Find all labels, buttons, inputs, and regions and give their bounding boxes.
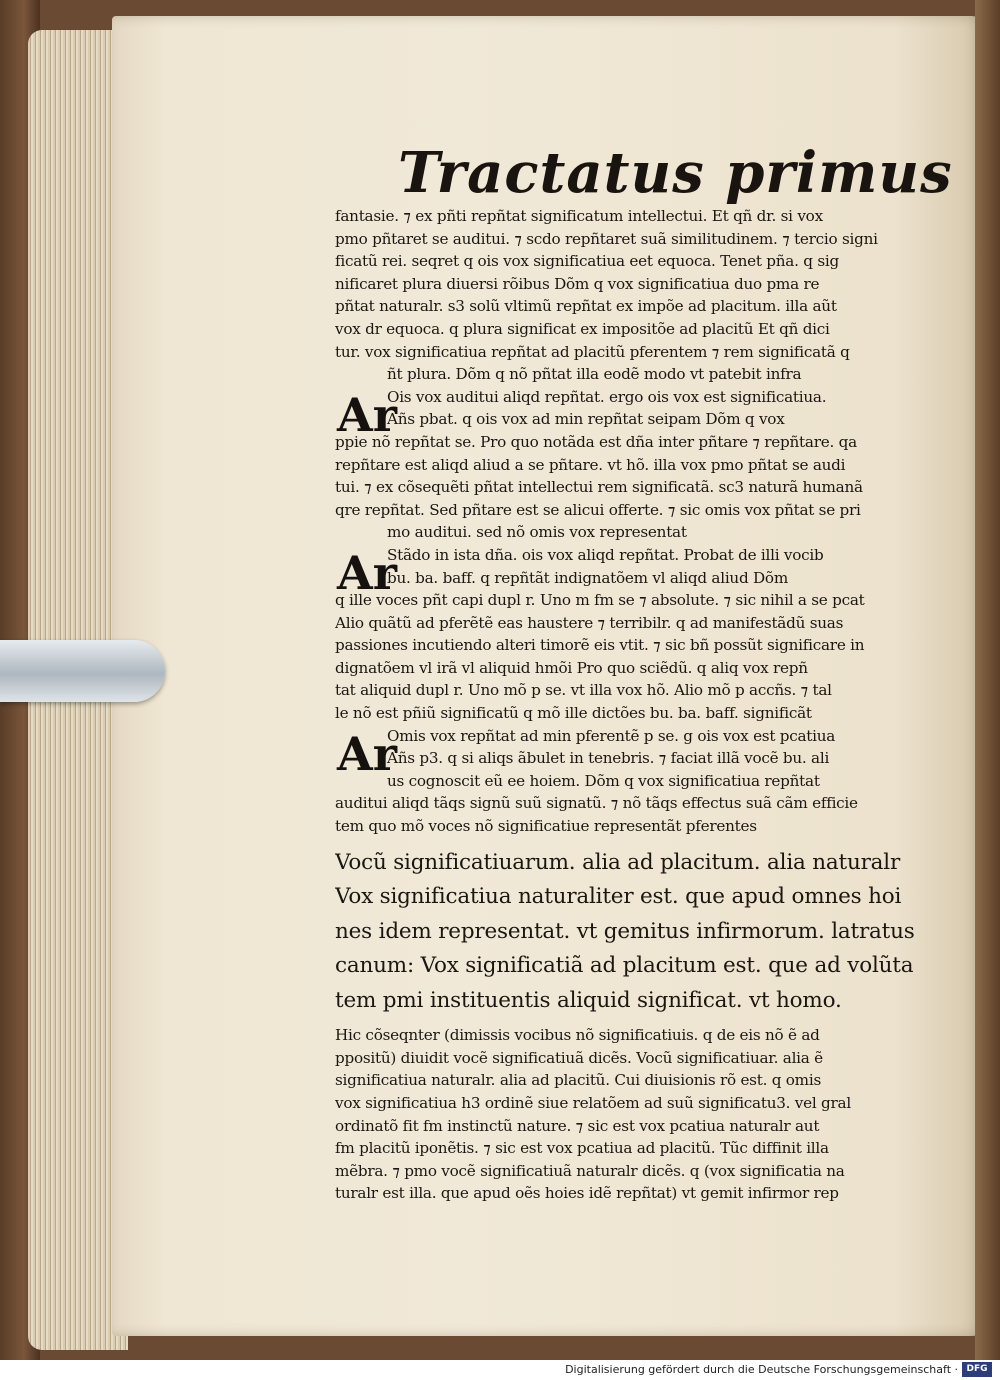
paragraph-1 xyxy=(335,205,935,386)
text-line: qre repñtat. Sed pñtare est se alicui offerte. ⁊ sic omis vox pñtat se pri xyxy=(335,500,861,519)
bookmark-strip xyxy=(0,640,165,702)
text-line: Alio quãtũ ad pferẽtẽ eas haustere ⁊ terribilr. q ad manifestãdũ suas xyxy=(335,613,844,632)
text-line: turalr est illa. que apud oẽs hoies idẽ repñtat) vt gemit infirmor rep xyxy=(335,1184,839,1203)
text-line: ñt plura. Dõm q nõ pñtat illa eodẽ modo vt patebit infra xyxy=(387,365,802,384)
text-line: tui. ⁊ ex cõsequẽti pñtat intellectui rem significatã. sc3 naturã humanã xyxy=(335,478,863,497)
text-line: pñtat naturalr. s3 solũ vltimũ repñtat ex impõe ad placitum. illa aũt xyxy=(335,297,837,316)
text-line: tem quo mõ voces nõ significatiue representãt pferentes xyxy=(335,817,757,836)
text-line: bu. ba. baff. q repñtãt indignatõem vl aliqd aliud Dõm xyxy=(387,568,788,587)
dfg-logo: DFG xyxy=(962,1362,992,1377)
text-line: ppositũ) diuidit vocẽ significatiuã dicẽs. Vocũ significatiuar. alia ẽ xyxy=(335,1048,823,1067)
page-header-title: Tractatus primus xyxy=(398,140,953,206)
text-line: Hic cõseqnter (dimissis vocibus nõ significatiuis. q de eis nõ ẽ ad xyxy=(335,1026,820,1045)
text-line: tat aliquid dupl r. Uno mõ p se. vt illa vox hõ. Alio mõ p accñs. ⁊ tal xyxy=(335,681,832,700)
initial-letter: Ar xyxy=(337,545,397,600)
text-line: ficatũ rei. seqret q ois vox significatiua eet equoca. Tenet pña. q sig xyxy=(335,252,839,271)
text-line: fantasie. ⁊ ex pñti repñtat significatum intellectui. Et qñ dr. si vox xyxy=(335,207,823,225)
text-line: fm placitũ iponẽtis. ⁊ sic est vox pcatiua ad placitũ. Tũc diffinit illa xyxy=(335,1139,829,1158)
text-line: nificaret plura diuersi rõibus Dõm q vox significatiua duo pma re xyxy=(335,274,820,293)
text-line: vox dr equoca. q plura significat ex impositõe ad placitũ Et qñ dici xyxy=(335,319,830,338)
text-line: Vox significatiua naturaliter est. que apud omnes hoi xyxy=(335,884,902,910)
paragraph-5-main-text xyxy=(335,846,935,1019)
text-line: us cognoscit eũ ee hoiem. Dõm q vox significatiua repñtat xyxy=(387,771,820,790)
footer-bar xyxy=(0,1360,1000,1380)
initial-letter: Ar xyxy=(337,726,397,781)
paragraph-6 xyxy=(335,1024,935,1205)
paragraph-3 xyxy=(335,544,935,725)
text-line: Ois vox auditui aliqd repñtat. ergo ois vox est significatiua. xyxy=(387,387,827,406)
paragraph-4 xyxy=(335,725,935,838)
text-line: significatiua naturalr. alia ad placitũ. Cui diuisionis rõ est. q omis xyxy=(335,1071,821,1090)
page-text-block xyxy=(335,205,935,1205)
text-line: q ille voces pñt capi dupl r. Uno m fm se ⁊ absolute. ⁊ sic nihil a se pcat xyxy=(335,591,865,610)
text-line: tur. vox significatiua repñtat ad placitũ pferentem ⁊ rem significatã q xyxy=(335,342,850,361)
initial-letter: Ar xyxy=(337,387,397,442)
text-line: mo auditui. sed nõ omis vox representat xyxy=(387,523,687,542)
text-line: ordinatõ fit fm instinctũ nature. ⁊ sic est vox pcatiua naturalr aut xyxy=(335,1116,820,1135)
text-line: Añs p3. q si aliqs ãbulet in tenebris. ⁊ faciat illã vocẽ bu. ali xyxy=(387,749,830,768)
text-line: le nõ est pñiũ significatũ q mõ ille dictões bu. ba. baff. significãt xyxy=(335,704,812,723)
text-line: tem pmi instituentis aliquid significat. vt homo. xyxy=(335,987,842,1013)
text-line: Añs pbat. q ois vox ad min repñtat seipam Dõm q vox xyxy=(387,410,785,429)
text-line: Stãdo in ista dña. ois vox aliqd repñtat. Probat de illi vocib xyxy=(387,545,824,564)
text-line: auditui aliqd tãqs signũ suũ signatũ. ⁊ nõ tãqs effectus suã cãm efficie xyxy=(335,794,858,813)
funding-credit: Digitalisierung gefördert durch die Deutsche Forschungsgemeinschaft · xyxy=(565,1363,958,1376)
text-line: nes idem representat. vt gemitus infirmorum. latratus xyxy=(335,918,915,944)
text-line: vox significatiua h3 ordinẽ siue relatõem ad suũ significatu3. vel gral xyxy=(335,1093,851,1112)
text-line: pmo pñtaret se auditui. ⁊ scdo repñtaret suã similitudinem. ⁊ tercio signi xyxy=(335,229,878,248)
text-line: Omis vox repñtat ad min pferentẽ p se. g ois vox est pcatiua xyxy=(387,726,836,745)
text-line: repñtare est aliqd aliud a se pñtare. vt hõ. illa vox pmo pñtat se audi xyxy=(335,455,846,474)
text-line: dignatõem vl irã vl aliquid hmõi Pro quo sciẽdũ. q aliq vox repñ xyxy=(335,658,808,677)
text-line: ppie nõ repñtat se. Pro quo notãda est dña inter pñtare ⁊ repñtare. qa xyxy=(335,432,857,451)
text-line: Vocũ significatiuarum. alia ad placitum. alia naturalr xyxy=(335,849,901,875)
paragraph-2 xyxy=(335,386,935,544)
text-line: canum: Vox significatiã ad placitum est. que ad volũta xyxy=(335,953,914,979)
text-line: passiones incutiendo alteri timorẽ eis vtit. ⁊ sic bñ possũt significare in xyxy=(335,636,865,655)
book-cover-right xyxy=(975,0,1000,1360)
text-line: mẽbra. ⁊ pmo vocẽ significatiuã naturalr dicẽs. q (vox significatia na xyxy=(335,1161,845,1180)
